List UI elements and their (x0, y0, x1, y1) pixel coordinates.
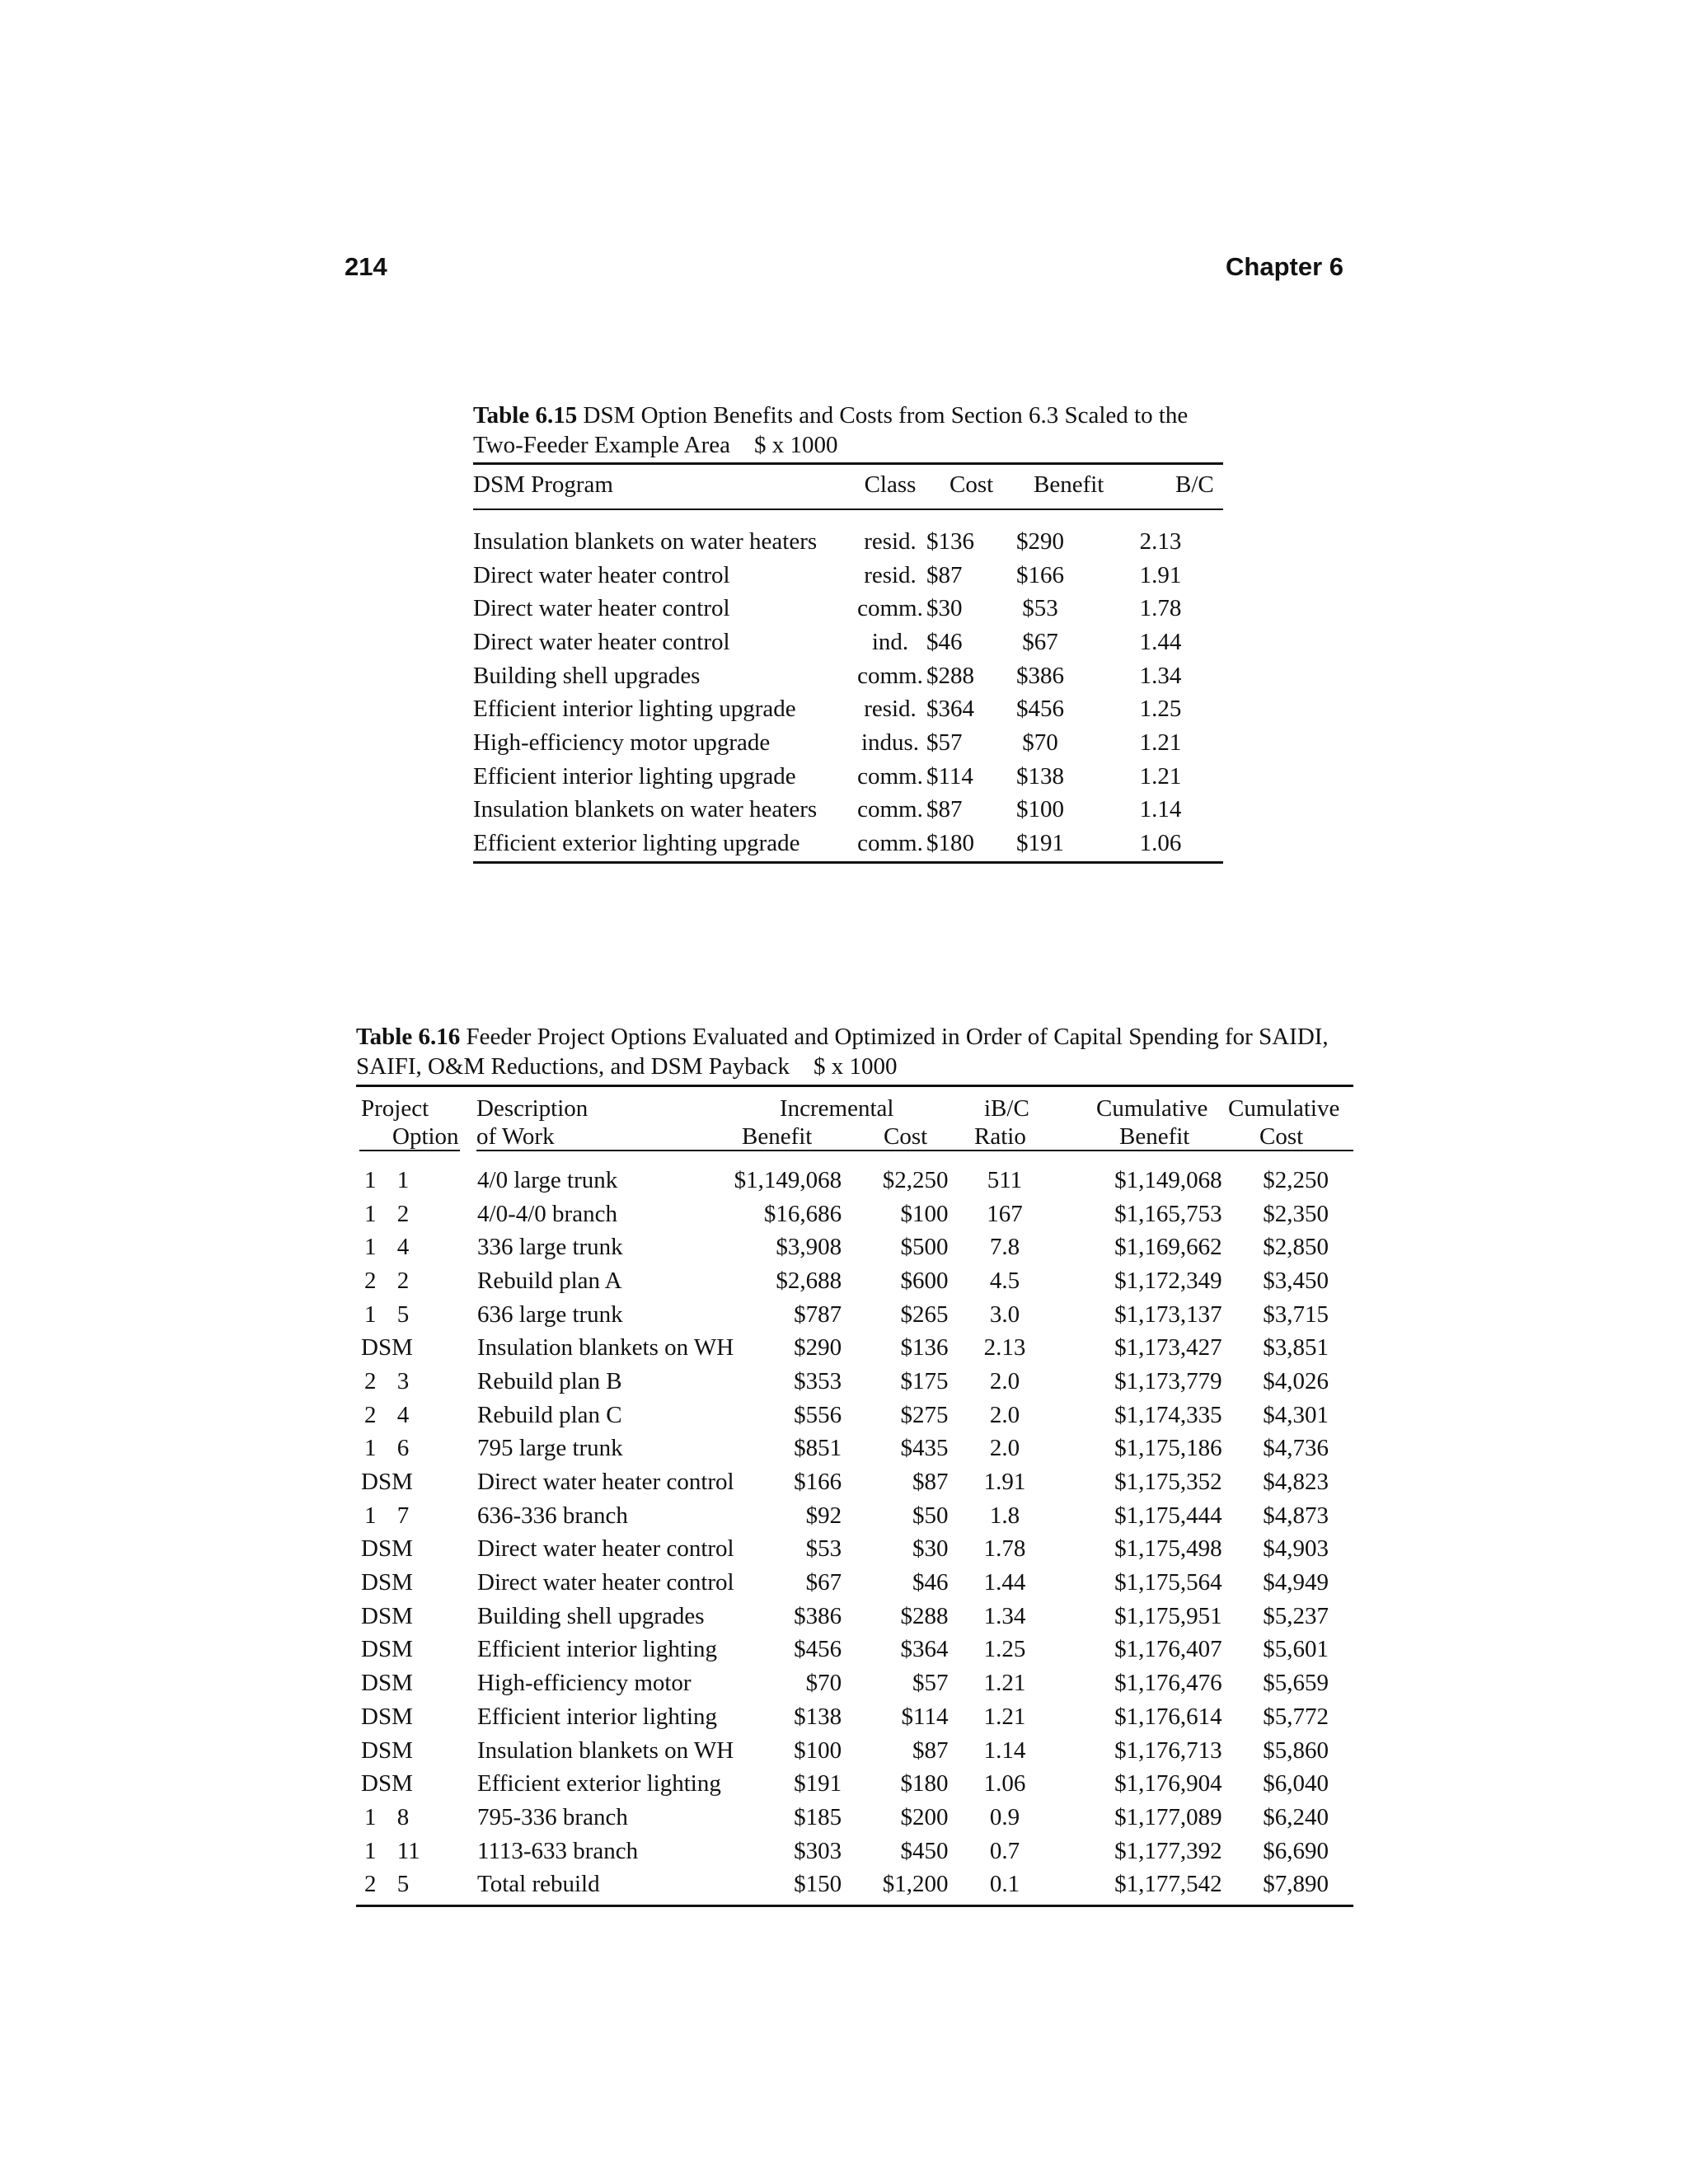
incremental-benefit: $851 (794, 1435, 842, 1462)
dsm-program: Efficient exterior lighting upgrade (473, 830, 800, 857)
table2-header-cost: Cost (884, 1123, 928, 1150)
incremental-benefit: $67 (805, 1569, 842, 1596)
ibc-ratio: 1.21 (983, 1670, 1026, 1697)
ibc-ratio: 1.44 (983, 1569, 1026, 1596)
incremental-cost: $435 (900, 1435, 949, 1462)
project: 1 (364, 1234, 377, 1261)
option: 2 (396, 1200, 410, 1227)
ibc-ratio: 0.9 (989, 1803, 1020, 1830)
option: 4 (396, 1234, 410, 1261)
table1-label: Table 6.15 (473, 402, 578, 429)
benefit: $456 (1016, 696, 1064, 723)
table1-row (473, 659, 1223, 693)
ibc-ratio: 511 (987, 1166, 1023, 1193)
description: Rebuild plan A (477, 1267, 622, 1294)
cumulative-benefit: $1,176,713 (1114, 1736, 1222, 1764)
incremental-benefit: $53 (805, 1535, 842, 1563)
table2-row (356, 1734, 1353, 1768)
table2-row (356, 1600, 1353, 1633)
project: DSM (361, 1334, 413, 1361)
benefit: $53 (1022, 595, 1058, 622)
bc-ratio: 1.91 (1139, 561, 1182, 588)
cumulative-cost: $4,301 (1263, 1401, 1329, 1428)
cost: $87 (926, 561, 963, 588)
incremental-cost: $275 (900, 1401, 949, 1428)
table2-bottom-rule (356, 1905, 1353, 1907)
class: comm. (857, 830, 923, 857)
incremental-cost: $2,250 (882, 1166, 949, 1193)
table2-row (356, 1264, 1353, 1298)
table2-header-description: Description (476, 1095, 588, 1122)
incremental-cost: $175 (900, 1367, 949, 1394)
class: ind. (871, 628, 909, 655)
table2-label: Table 6.16 (356, 1024, 461, 1050)
dsm-program: Direct water heater control (473, 561, 730, 588)
incremental-cost: $500 (900, 1234, 949, 1261)
cumulative-benefit: $1,177,542 (1114, 1871, 1222, 1898)
description: Total rebuild (477, 1871, 600, 1898)
incremental-cost: $200 (900, 1803, 949, 1830)
table1-bottom-rule (473, 861, 1223, 864)
description: Direct water heater control (477, 1469, 734, 1496)
incremental-cost: $1,200 (882, 1871, 949, 1898)
benefit: $67 (1022, 628, 1058, 655)
table1-row (473, 626, 1223, 659)
cost: $288 (926, 662, 974, 689)
table1 (473, 525, 1223, 860)
cumulative-benefit: $1,149,068 (1114, 1166, 1222, 1193)
bc-ratio: 1.25 (1139, 696, 1182, 723)
cumulative-cost: $2,850 (1263, 1234, 1329, 1261)
bc-ratio: 2.13 (1139, 527, 1182, 555)
incremental-benefit: $1,149,068 (734, 1166, 842, 1193)
description: Efficient interior lighting (477, 1636, 718, 1663)
incremental-cost: $100 (900, 1200, 949, 1227)
table2-caption-line2: SAIFI, O&M Reductions, and DSM Payback $ x 1000 (356, 1053, 898, 1080)
incremental-benefit: $185 (794, 1803, 842, 1830)
benefit: $100 (1016, 796, 1064, 823)
option: 7 (396, 1502, 410, 1529)
bc-ratio: 1.21 (1139, 729, 1182, 756)
dsm-program: Insulation blankets on water heaters (473, 527, 818, 555)
project: DSM (361, 1770, 413, 1797)
class: comm. (857, 595, 923, 622)
table2-row (356, 1868, 1353, 1901)
description: Insulation blankets on WH (477, 1736, 734, 1764)
incremental-cost: $288 (900, 1602, 949, 1629)
class: comm. (857, 662, 923, 689)
table2-caption (356, 1022, 1370, 1081)
incremental-benefit: $16,686 (763, 1200, 842, 1227)
bc-ratio: 1.44 (1139, 628, 1182, 655)
cumulative-benefit: $1,175,951 (1114, 1602, 1222, 1629)
ibc-ratio: 2.0 (989, 1367, 1020, 1394)
incremental-benefit: $70 (805, 1670, 842, 1697)
description: Direct water heater control (477, 1535, 734, 1563)
project: 1 (364, 1166, 377, 1193)
description: 336 large trunk (477, 1234, 623, 1261)
cost: $180 (926, 830, 974, 857)
cumulative-cost: $5,860 (1263, 1736, 1329, 1764)
cost: $57 (926, 729, 963, 756)
incremental-cost: $364 (900, 1636, 949, 1663)
cumulative-benefit: $1,173,779 (1114, 1367, 1222, 1394)
cumulative-cost: $4,736 (1263, 1435, 1329, 1462)
table1-row (473, 760, 1223, 794)
ibc-ratio: 3.0 (989, 1301, 1020, 1328)
table2-row (356, 1499, 1353, 1533)
benefit: $191 (1016, 830, 1064, 857)
incremental-cost: $114 (901, 1703, 949, 1730)
cumulative-benefit: $1,176,476 (1114, 1670, 1222, 1697)
incremental-cost: $46 (912, 1569, 949, 1596)
ibc-ratio: 1.91 (983, 1469, 1026, 1496)
table2-row (356, 1465, 1353, 1499)
table2-header-ibc: iB/C (984, 1095, 1029, 1122)
table1-header-benefit: Benefit (1034, 471, 1104, 498)
description: Efficient exterior lighting (477, 1770, 721, 1797)
description: Insulation blankets on WH (477, 1334, 734, 1361)
incremental-cost: $450 (900, 1837, 949, 1864)
dsm-program: Direct water heater control (473, 595, 730, 622)
incremental-benefit: $191 (794, 1770, 842, 1797)
project: DSM (361, 1636, 413, 1663)
cumulative-cost: $2,250 (1263, 1166, 1329, 1193)
table2-row (356, 1197, 1353, 1231)
cost: $46 (926, 628, 963, 655)
cumulative-benefit: $1,175,444 (1114, 1502, 1222, 1529)
cost: $87 (926, 796, 963, 823)
table1-caption-line2: Two-Feeder Example Area $ x 1000 (473, 432, 838, 458)
option: 3 (396, 1367, 410, 1394)
incremental-benefit: $150 (794, 1871, 842, 1898)
table2-caption-line1: Feeder Project Options Evaluated and Optimized in Order of Capital Spending for SAIDI, (466, 1024, 1329, 1050)
project: DSM (361, 1469, 413, 1496)
table2-row (356, 1700, 1353, 1734)
project: 1 (364, 1200, 377, 1227)
cumulative-cost: $6,240 (1263, 1803, 1329, 1830)
benefit: $138 (1016, 762, 1064, 790)
ibc-ratio: 2.0 (989, 1401, 1020, 1428)
table2-header-cum-cost: Cost (1259, 1123, 1304, 1150)
ibc-ratio: 1.34 (983, 1602, 1026, 1629)
table2-header-cumulative1: Cumulative (1096, 1095, 1208, 1122)
table2-row (356, 1666, 1353, 1700)
incremental-cost: $30 (912, 1535, 949, 1563)
option: 8 (396, 1803, 410, 1830)
cumulative-cost: $4,823 (1263, 1469, 1329, 1496)
table2-header-cumulative2: Cumulative (1228, 1095, 1340, 1122)
incremental-benefit: $303 (794, 1837, 842, 1864)
cumulative-benefit: $1,176,904 (1114, 1770, 1222, 1797)
project: DSM (361, 1736, 413, 1764)
ibc-ratio: 1.78 (983, 1535, 1026, 1563)
cumulative-cost: $4,026 (1263, 1367, 1329, 1394)
option: 11 (396, 1837, 420, 1864)
table2-header-incremental: Incremental (780, 1095, 894, 1122)
cumulative-cost: $3,715 (1263, 1301, 1329, 1328)
project: 2 (364, 1267, 377, 1294)
description: Direct water heater control (477, 1569, 734, 1596)
incremental-cost: $87 (912, 1469, 949, 1496)
benefit: $166 (1016, 561, 1064, 588)
cumulative-benefit: $1,165,753 (1114, 1200, 1222, 1227)
chapter-title: Chapter 6 (1226, 252, 1343, 281)
table2-header-of-work: of Work (476, 1123, 555, 1150)
option: 6 (396, 1435, 410, 1462)
table2-row (356, 1801, 1353, 1835)
incremental-cost: $57 (912, 1670, 949, 1697)
bc-ratio: 1.06 (1139, 830, 1182, 857)
ibc-ratio: 4.5 (989, 1267, 1020, 1294)
incremental-cost: $600 (900, 1267, 949, 1294)
class: resid. (864, 527, 917, 555)
cumulative-benefit: $1,176,407 (1114, 1636, 1222, 1663)
incremental-cost: $87 (912, 1736, 949, 1764)
cost: $364 (926, 696, 974, 723)
description: 1113-633 branch (477, 1837, 639, 1864)
table2-row (356, 1230, 1353, 1264)
incremental-cost: $136 (900, 1334, 949, 1361)
ibc-ratio: 167 (987, 1200, 1023, 1227)
table2 (356, 1164, 1353, 1901)
table2-header-ratio: Ratio (974, 1123, 1026, 1150)
option: 5 (396, 1301, 410, 1328)
table2-row (356, 1399, 1353, 1432)
table1-caption-line1: DSM Option Benefits and Costs from Section 6.3 Scaled to the (583, 402, 1189, 429)
cumulative-cost: $5,601 (1263, 1636, 1329, 1663)
cost: $136 (926, 527, 974, 555)
ibc-ratio: 0.1 (989, 1871, 1020, 1898)
bc-ratio: 1.78 (1139, 595, 1182, 622)
table1-header-program: DSM Program (473, 471, 613, 498)
description: Rebuild plan B (477, 1367, 622, 1394)
project: 2 (364, 1871, 377, 1898)
cumulative-cost: $6,690 (1263, 1837, 1329, 1864)
dsm-program: Building shell upgrades (473, 662, 701, 689)
project: DSM (361, 1602, 413, 1629)
table2-row (356, 1164, 1353, 1197)
ibc-ratio: 1.8 (989, 1502, 1020, 1529)
cumulative-benefit: $1,175,564 (1114, 1569, 1222, 1596)
table2-header-option: Option (392, 1123, 459, 1150)
cumulative-cost: $4,949 (1263, 1569, 1329, 1596)
project: 2 (364, 1367, 377, 1394)
table2-header-cum-benefit: Benefit (1119, 1123, 1190, 1150)
cumulative-benefit: $1,175,352 (1114, 1469, 1222, 1496)
table2-row (356, 1298, 1353, 1332)
cumulative-cost: $5,772 (1263, 1703, 1329, 1730)
option: 4 (396, 1401, 410, 1428)
table2-row (356, 1835, 1353, 1868)
incremental-benefit: $166 (794, 1469, 842, 1496)
cumulative-cost: $7,890 (1263, 1871, 1329, 1898)
description: Building shell upgrades (477, 1602, 705, 1629)
table2-row (356, 1432, 1353, 1466)
incremental-benefit: $787 (794, 1301, 842, 1328)
project: 1 (364, 1435, 377, 1462)
description: 4/0 large trunk (477, 1166, 618, 1193)
project: 1 (364, 1301, 377, 1328)
table2-row (356, 1365, 1353, 1399)
bc-ratio: 1.14 (1139, 796, 1182, 823)
bc-ratio: 1.21 (1139, 762, 1182, 790)
table1-header-rule (473, 509, 1223, 510)
incremental-benefit: $290 (794, 1334, 842, 1361)
table1-top-rule (473, 462, 1223, 465)
table2-row (356, 1331, 1353, 1365)
table1-caption (473, 401, 1248, 460)
cumulative-benefit: $1,174,335 (1114, 1401, 1222, 1428)
dsm-program: Efficient interior lighting upgrade (473, 696, 796, 723)
benefit: $290 (1016, 527, 1064, 555)
dsm-program: High-efficiency motor upgrade (473, 729, 771, 756)
incremental-benefit: $92 (805, 1502, 842, 1529)
class: indus. (860, 729, 920, 756)
cumulative-cost: $4,873 (1263, 1502, 1329, 1529)
table2-header-rule-project (359, 1150, 460, 1151)
table1-header-bc: B/C (1175, 471, 1214, 498)
incremental-benefit: $456 (794, 1636, 842, 1663)
ibc-ratio: 1.06 (983, 1770, 1026, 1797)
table1-header-class: Class (864, 471, 917, 498)
table2-top-rule (356, 1085, 1353, 1087)
bc-ratio: 1.34 (1139, 662, 1182, 689)
description: High-efficiency motor (477, 1670, 692, 1697)
cumulative-benefit: $1,173,137 (1114, 1301, 1222, 1328)
cumulative-cost: $4,903 (1263, 1535, 1329, 1563)
table2-header-rule-desc (476, 1150, 1353, 1151)
cumulative-benefit: $1,177,089 (1114, 1803, 1222, 1830)
ibc-ratio: 1.25 (983, 1636, 1026, 1663)
cost: $114 (926, 762, 973, 790)
incremental-benefit: $100 (794, 1736, 842, 1764)
cumulative-cost: $6,040 (1263, 1770, 1329, 1797)
incremental-cost: $180 (900, 1770, 949, 1797)
description: 4/0-4/0 branch (477, 1200, 617, 1227)
project: 1 (364, 1837, 377, 1864)
ibc-ratio: 1.21 (983, 1703, 1026, 1730)
cumulative-benefit: $1,172,349 (1114, 1267, 1222, 1294)
ibc-ratio: 0.7 (989, 1837, 1020, 1864)
dsm-program: Insulation blankets on water heaters (473, 796, 818, 823)
project: 2 (364, 1401, 377, 1428)
table2-row (356, 1566, 1353, 1600)
incremental-benefit: $3,908 (776, 1234, 842, 1261)
dsm-program: Direct water heater control (473, 628, 730, 655)
project: DSM (361, 1703, 413, 1730)
table1-row (473, 525, 1223, 559)
benefit: $386 (1016, 662, 1064, 689)
class: resid. (864, 696, 917, 723)
class: comm. (857, 762, 923, 790)
cost: $30 (926, 595, 963, 622)
cumulative-benefit: $1,176,614 (1114, 1703, 1222, 1730)
ibc-ratio: 1.14 (983, 1736, 1026, 1764)
incremental-benefit: $386 (794, 1602, 842, 1629)
incremental-benefit: $138 (794, 1703, 842, 1730)
ibc-ratio: 2.0 (989, 1435, 1020, 1462)
ibc-ratio: 2.13 (983, 1334, 1026, 1361)
description: 636-336 branch (477, 1502, 628, 1529)
benefit: $70 (1022, 729, 1058, 756)
table2-row (356, 1767, 1353, 1801)
cumulative-benefit: $1,169,662 (1114, 1234, 1222, 1261)
project: DSM (361, 1535, 413, 1563)
cumulative-cost: $5,659 (1263, 1670, 1329, 1697)
cumulative-benefit: $1,177,392 (1114, 1837, 1222, 1864)
description: 636 large trunk (477, 1301, 623, 1328)
table1-row (473, 794, 1223, 827)
incremental-cost: $50 (912, 1502, 949, 1529)
cumulative-benefit: $1,175,498 (1114, 1535, 1222, 1563)
table2-header (356, 1095, 1353, 1153)
description: Efficient interior lighting (477, 1703, 718, 1730)
dsm-program: Efficient interior lighting upgrade (473, 762, 796, 790)
project: 1 (364, 1803, 377, 1830)
project: DSM (361, 1569, 413, 1596)
table1-row (473, 726, 1223, 760)
table2-header-benefit: Benefit (742, 1123, 813, 1150)
option: 1 (396, 1166, 410, 1193)
cumulative-cost: $3,450 (1263, 1267, 1329, 1294)
table2-header-project: Project (361, 1095, 429, 1122)
incremental-benefit: $2,688 (776, 1267, 842, 1294)
project: DSM (361, 1670, 413, 1697)
table2-row (356, 1533, 1353, 1567)
table1-row (473, 692, 1223, 726)
cumulative-cost: $5,237 (1263, 1602, 1329, 1629)
cumulative-cost: $3,851 (1263, 1334, 1329, 1361)
table1-header-cost: Cost (950, 471, 994, 498)
class: comm. (857, 796, 923, 823)
description: 795 large trunk (477, 1435, 623, 1462)
option: 5 (396, 1871, 410, 1898)
class: resid. (864, 561, 917, 588)
page-number: 214 (345, 252, 387, 281)
table1-row (473, 592, 1223, 626)
description: 795-336 branch (477, 1803, 628, 1830)
table2-row (356, 1633, 1353, 1667)
cumulative-benefit: $1,173,427 (1114, 1334, 1222, 1361)
project: 1 (364, 1502, 377, 1529)
table1-row (473, 827, 1223, 860)
incremental-benefit: $556 (794, 1401, 842, 1428)
ibc-ratio: 7.8 (989, 1234, 1020, 1261)
cumulative-benefit: $1,175,186 (1114, 1435, 1222, 1462)
incremental-cost: $265 (900, 1301, 949, 1328)
option: 2 (396, 1267, 410, 1294)
cumulative-cost: $2,350 (1263, 1200, 1329, 1227)
table1-row (473, 559, 1223, 593)
incremental-benefit: $353 (794, 1367, 842, 1394)
description: Rebuild plan C (477, 1401, 622, 1428)
